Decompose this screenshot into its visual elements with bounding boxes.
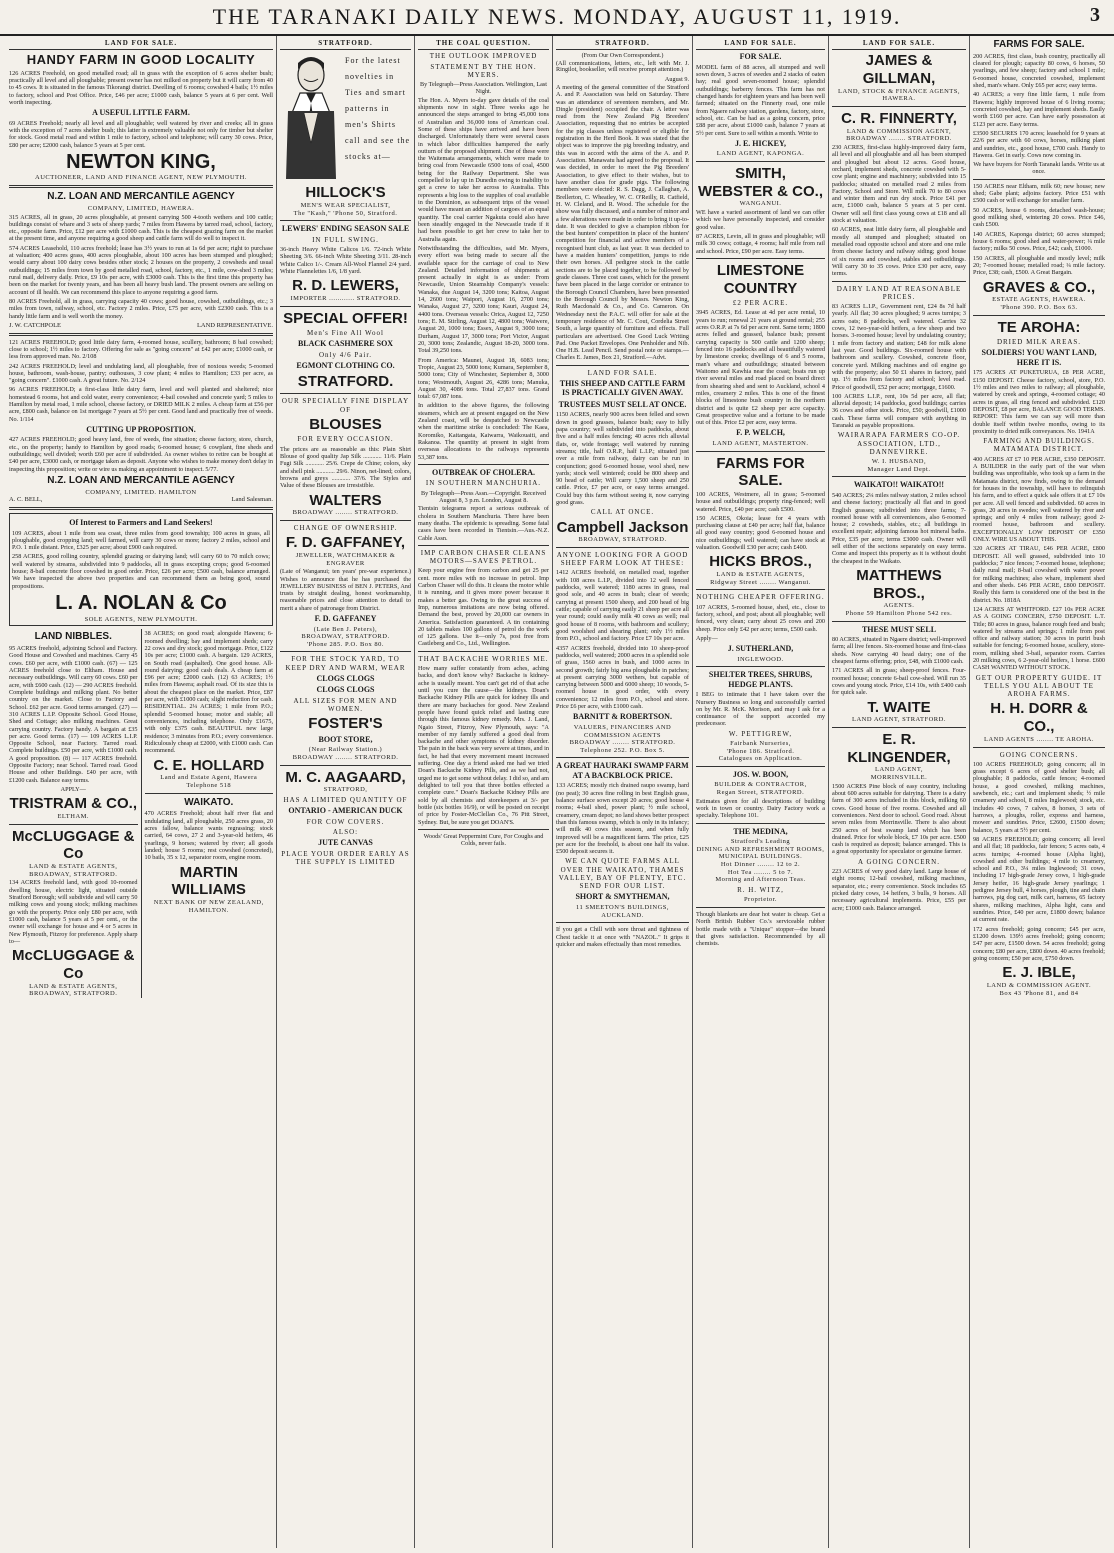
section-heading: LAND FOR SALE. [696,36,825,50]
advertiser-name: T. WAITE [867,698,931,716]
ad-title: Of Interest to Farmers and Land Seekers! [69,518,213,528]
ad-subtitle: £2 PER ACRE. [732,299,789,308]
advertiser-name: HILLOCK'S [305,184,386,202]
advertiser-sub: MEN'S WEAR SPECIALIST, [300,201,391,209]
advertiser-place: BROADWAY, STRATFORD. [29,870,118,878]
section-heading: LAND FOR SALE. [587,368,658,377]
ad-text: 150 ACRES near Eltham, milk 60; new house; new shed; Gabe plant; adjoins factory. Price £51 with £500 cash or will exchange for smaller farm. [973,182,1105,205]
advertiser-sub: LAND AGENT, KAPONGA. [716,150,805,158]
advertiser-name: R. H. WITZ, [737,886,784,895]
advertiser-sub: Proprietor. [743,896,778,904]
ad-text: 1150 ACRES, nearly 900 acres been felled and sown down in good grasses, balance bush; easy to hilly papa country; well subdivided into paddocks, about five and a half miles fencing; 40 acres rich alluvial flats, or, wide frontage; well watered by running streams; title, half O.R.P., half L.I.P.; situated just over a mile from railway, dairy can be run in conjunction; good 6-roomed house, wool shed, new yards; stock well wintered; could be 800 sheep and 90 head of cattle; Will carry 1,500 sheep and 250 cattle. Price, £7 per acre, or easy terms arranged. Could buy this farm without seeing it, now carrying good grass. [556,411,689,507]
ad-text: 427 ACRES FREEHOLD; good heavy land, free of weeds, fine situation; cheese factory, store, church, etc., on the property; handy to Hamilton by good roads; 6-roomed house; 6 cowplant, fine sheds and outbuildings; well divided; worth £60 per acre if subdivided. As owner wishes to retire can be bought at £40 per acre, £3000 cash, or mortgage taken as deposit. Anyone who wishes to make money don't delay in inspecting this proposition; write or wire us making an appointment to inspect. 5/77. [9,436,273,473]
ad-text: 258 ACRES, good rolling country, splendid grazing or dairying land; will carry 60 to 70 milch cows; well watered by streams, subdivided into 9 paddocks, all in grass excepting crops; good 6-roomed house; 8-bail concrete floor cowshed in good order. Price, £26 per acre; £500 cash, balance arranged. We have inspected the above two properties and can recommend them as being good, sound propositions. [12,553,270,590]
ad-footer: PLACE YOUR ORDER EARLY AS THE SUPPLY IS LIMITED [281,849,410,866]
advertiser-place: INGLEWOOD. [737,655,784,663]
advertiser-sub: LAND & ESTATE AGENTS, [716,571,805,579]
advertiser-name: M. C. AAGAARD, [285,768,406,786]
column-6 [829,36,969,1548]
ad-text: 320 ACRES AT TIRAU, £46 PER ACRE, £800 DEPOSIT. All well grassed, subdivided into 10 paddocks; 7 nice fences; 7-roomed house, telephone; daily rural mail; 8-bail cowshed with water power for milking machines; also whare, implement shed and other sheds. £46 PER ACRE, £800 DEPOSIT. Really this farm is considered one of the best in the district. No. 1818A [973,545,1105,604]
advertiser-sub: W. I. HUSBAND, [871,458,927,466]
ad-text: HAS A LIMITED QUANTITY OF [283,796,408,805]
ad-title: IMP CARBON CHASER CLEANS MOTORS—SAVES PETROL. [420,548,547,566]
ad-title: THIS SHEEP AND CATTLE FARM IS PRACTICALLY GIVEN AWAY. [559,379,686,398]
advertiser-name: MARTIN WILLIAMS [171,863,246,899]
article-headline: OUTBREAK OF CHOLERA. [431,467,536,477]
advertiser-sub: LAND & ESTATE AGENTS, [29,982,118,990]
ad-text: If you get a Chill with sore throat and tightness of Chest tackle it at once with "NAZOL." It grips it quicker and makes effectually than most remedies. [556,926,689,948]
gentleman-portrait-icon [280,53,342,181]
advertiser-name: Campbell Jackson [556,518,689,536]
advertiser-name: R. D. LEWERS, [292,277,399,295]
advertiser-role: Manager Land Dept. [867,465,931,473]
ad-subtitle: DRIED MILK AREAS. [996,338,1082,347]
column-2 [277,36,414,1548]
advertiser-name: JAMES & GILLMAN, [862,52,936,87]
advertiser-sub: LAND AGENT, MASTERTON. [712,439,809,447]
advertiser-sub: BOOT STORE, [318,735,373,745]
ad-text: 107 ACRES, 5-roomed house, shed, etc., close to factory, school, and post; about all ploughable; well fenced, very clean; carry about 25 cows and 200 sheep. Price only £42 per acre; terms, £500 cash. [696,603,825,633]
section-heading: LAND FOR SALE. [832,36,966,50]
ad-intro: OUR SPECIALLY FINE DISPLAY OF [281,397,410,414]
advertiser-name: E. J. IBLE, [1002,964,1076,982]
ad-text: 100 ACRES FREEHOLD; going concern; all in grass except 6 acres of good shelter bush; all ploughable; 8 paddocks, cattle fences; 4-roomed house, a good cowshed, milking machines, sawbench, etc.; cart and implement sheds; ½ mile creamery and school, 8 miles Inglewood; stock, etc. includes 40 cows, 7 calves, 8 horses, 3 sets of harrows, a ploughs, roller, express and harness, mower and sundries. Price, £2600, £1500 down; balance, 5 years at 5½ per cent. [973,760,1105,834]
ad-text: 172 acres freehold; going concern; £45 per acre, £1200 down. 139½ acres freehold; going concern; £47 per acre, £1500 down. 54 acres freehold; going concern; £80 per acre, £800 down. 40 acres freehold; going concern; £50 per acre, £750 down. [973,925,1105,962]
advertiser-phone: Telephone 252. P.O. Box 5. [580,746,665,754]
ad-text: 38 ACRES; on good road; alongside Hawera; 6-roomed dwelling; bay and implement sheds; carry 22 cows and dry stock; good mortgage. Price, £122 10s per acre; £1000 cash. A bargain. 129 ACRES, on South road (asphalted). One good house. All-round dairying; good cash deals. A cheap farm at £96 per acre; £2000 cash. (12) 63 ACRES; 1½ miles from Hawera; asphalt road. Of its size this is about the cheapest place on the market. Price, £87 per acre, with £1000 cash; slight reduction for cash. RESIDENTIAL. 2¼ ACRES; 1 mile from P.O.; splendid 5-roomed house; motor and stable; all conveniences, including telephone. Only £1675, with only £375 cash. BEAUTIFUL new large residence; 3 minutes from P.O.; every convenience. Ridiculously cheap at £2000, with £1000 cash. Can recommend. [144,630,273,755]
ad-hours: Morning and Afternoon Teas. [715,876,806,884]
ad-title: THAT BACKACHE WORRIES ME. [418,654,549,663]
advertiser-name: SMITH, WEBSTER & CO., [697,164,823,200]
advertiser-place: BROADWAY ........ STRATFORD. [292,509,399,517]
advertiser-name: J. E. HICKEY, [734,138,787,148]
advertiser-addr: 11 SMEETON'S BUILDINGS, AUCKLAND. [575,903,670,919]
ad-hours: Hot Dinner ........ 12 to 2. [720,861,801,869]
masthead [0,0,1114,36]
nz-loan-hamilton-ad [9,339,273,505]
ad-text: WE have a varied assortment of land we can offer which we have personally inspected, and consider good value. [696,208,825,231]
ad-item: CLOGS CLOGS [316,673,375,683]
section-heading: LAND FOR SALE. [9,36,273,50]
ad-title: NOTHING CHEAPER OFFERING. [696,593,825,602]
advertiser-name: C. R. FINNERTY, [841,109,957,127]
article-text: Notwithstanding the difficulties, said Mr. Myers, every effort was being made to secure all the available space for the carriage of coal to New Zealand. Detailed information of shipments at present actually in sight is as under: From Newcastle, Union Steamship Company's vessels: Wanaka, due August 14, 3200 tons; Kaitoa, August 14, 2600 tons; Waipori, August 16, 2700 tons; Wanaka, August 27, 3200 tons; Kauri, August 24, 4400 tons. Overseas vessels: Orica, August 12, 7250 tons; E. M. Stirling, August 12, 4800 tons; Waiwere, August 20, 1000 tons; Essex, August 9, 3000 tons; Durham, August 17, 3000 tons; Port Victor, August 20, 3000 tons; Zealandic, August 18-20, 3000 tons. Total 39,250 tons. [418,244,549,355]
advertiser-name: McCLUGGAGE & Co [11,947,135,982]
advertiser-name: E. R. KLINGENDER, [847,730,951,766]
ad-text: 133 ACRES; mostly rich drained raupo swamp, hard (no peat); 30 acres fine rolling in best English grass, balance surface sown except 20 acres; good house 4 rooms; 4-bail shed, power plant; ½ mile school, creamery, cream depot; no land shows better prospect than this famous swamp, which is only in its infancy; will milk 40 cows this season, and when fully improved will be a magnificent farm. The price, £25 per acre for the freehold, is about one half its value. £500 deposit secures it. [556,782,689,856]
ad-subtitle: COMPANY, LIMITED. HAMILTON [85,488,197,496]
advertiser-sub: ESTATE AGENTS, HAWERA. [992,296,1086,304]
ad-intro: WE CAN QUOTE FARMS ALL OVER THE WAIKATO, THAMES VALLEY, BAY OF PLENTY, ETC. SEND FOR OUR LIST. [558,857,687,891]
advertiser-place: STRATFORD. [297,372,394,390]
advertiser-sub: BUILDER & CONTRACTOR, [714,781,807,789]
advertiser-name: NEWTON KING, [66,150,216,173]
agent-name: A. C. BELL, [9,496,43,504]
ad-title: GOING CONCERNS. [999,750,1079,759]
ad-subtitle: A GOING CONCERN. [858,857,940,866]
article-dateline: By Telegraph—Press Association. Wellington, Last Night. [419,81,548,96]
ad-title: SPECIAL OFFER! [283,309,408,327]
article-text: From America: Maunei, August 18, 6083 tons; Tropic, August 23, 5000 tons; Kumara, September 8, 5000 tons; City of Winchester, September 8, 3000 tons; Westmouth, August 26, 4286 tons; Manuka, August 30, 4086 tons. Total 27,837 tons. Grand total: 67,087 tons. [418,356,549,401]
advertiser-sub: ELTHAM. [57,813,90,821]
ad-item: ONTARIO - AMERICAN DUCK [288,806,403,816]
advertiser-name: L. A. NOLAN & Co [55,592,227,615]
ad-text: 1412 ACRES freehold, on metalled road, together with 108 acres L.I.P., divided into 12 well fenced paddocks, well watered; 1180 acres in grass, real good sole, and 40 acres in bush; clear of weeds; carrying at present 1500 sheep, and 200 head of big cattle; capable of carrying easily 21 sheep per acre all year round; could easily milk 40 cows as well; real good house of 8 rooms, with bathroom and scullery; good woolshed and shearing plant; only 1½ miles from P.O., school and factory. Price £7 10s per acre. [556,569,689,643]
ad-title: WAIKATO. [184,796,234,808]
ad-text: 175 ACRES AT PUKETURUA, £8 PER ACRE, £150 DEPOSIT. Cheese factory, school, store, P.O. 1½ miles and two miles to railway; all ploughable, watered by creek and springs, 4-roomed cottage; 40 acres in grass, all ring fenced and subdivided. £120 DEPOSIT, £8 per acre, BALANCE GOOD TERMS. REPORT: This farm we can say will more than double itself within twelve months, owing to its proximity to dried milk conveyances. No. 1941A [973,369,1105,435]
column-3 [415,36,552,1548]
ad-subtitle: FARMING AND BUILDINGS. MATAMATA DISTRICT. [983,437,1095,454]
advertiser-sub: LAND & COMMISSION AGENT. [986,981,1092,989]
article-note: (All communications, letters, etc., left with Mr. J. Ringilot, bookseller, will receive prompt attention.) [556,59,689,74]
advertiser-phone: 'Phone 390. P.O. Box 63. [1000,303,1078,311]
advertiser-place: BROADWAY, STRATFORD. [578,536,667,544]
nz-loan-hawera-ad [9,191,273,329]
agent-role: LAND REPRESENTATIVE. [196,321,273,329]
advertiser-sub: LAND AGENT, [875,766,923,774]
ad-text: Estimates given for all descriptions of building work in town or country. Dairy Factory work a specialty. Telephone 101. [696,797,825,820]
ad-text: 80 ACRES, situated in Ngaere district; well-improved farm; all live fences. Six-roomed house and first-class sheds. Now carrying 40 head dairy; one of the cheapest farms offering; price, £48, with £1000 cash. [832,636,966,666]
ad-intro: FOR THE STOCK YARD, TO KEEP DRY AND WARM, WEAR [285,655,406,672]
ad-text: 83 ACRES L.I.P., Government rent, £24 8s 7d half yearly. All flat; 30 acres ploughed; 9 acres turnips; 3 acres oats; 8 paddocks, well watered. Carries 32 cows, 12 two-year-old heifers, a few sheep and two horses. 3-roomed house; level by undulating country; 1 mile from factory and station; £48 for milk alone last year. Good buildings. Six-roomed house with bathroom and scullery. Cowshed, concrete floor, concrete yard. Milking machines and oil engine go with the property; also 50 £1 shares in factory, paid up. 1½ miles from factory and school; level road. Price of goodwill, £52 per acre; mortgage, £1600. [832,303,966,391]
advertiser-sub: Stratford's Leading [730,838,791,846]
article-byline: (From Our Own Correspondent.) [581,52,664,60]
advertiser-place: BROADWAY ........ STRATFORD. [292,754,399,762]
advertiser-sub: NEXT BANK OF NEW ZEALAND, HAMILTON. [153,898,264,914]
advertiser-phone: 'Phone 285. P.O. Box 80. [306,640,385,648]
advertiser-sub: LAND AGENT, STRATFORD. [852,716,946,724]
ad-text: 69 ACRES Freehold; nearly all level and all ploughable; well watered by river and creeks; all in grass with the exception of 7 acres shelter bush; this latter is extremely valuable not only for timber but shelter for stock. Good metal road and within 1 mile to factory, school and telephone; will carry 30 cows. Price, £80 per acre; £2000 cash, balance 5 years at 5 per cent. [9,119,273,149]
advertiser-phone: Phone 59 Hamilton Phone 542 res. [845,610,953,618]
advertiser-phone: 'Phone 186. Stratford. [726,747,795,755]
ad-text: 121 ACRES FREEHOLD; good little dairy farm, 4-roomed house, scullery, bathroom; 8 bail cowshed; close to school; 1½ miles to factory. Offering for sale as "going concern" at £42 per acre; £1000 cash, or less from approved man. No. 2/108 [9,338,273,361]
ad-text: 100 ACRES, Westmere, all in grass; 5-roomed house and outbuildings; property ring-fenced; well watered. Price, £40 per acre; cash £500. [696,490,825,513]
ad-item: BLACK CASHMERE SOX [297,339,394,349]
agent-name: J. W. CATCHPOLE [9,321,62,329]
ad-text: 4357 ACRES freehold, divided into 10 sheep-proof paddocks, well watered; 2000 acres in a splendid sole of grass, 1560 acres in bush, and 1000 acres in second growth; fairly big area ploughable in patches; at present carrying 3000 wethers, but capable of carrying between 5000 and 6000 sheep; 10 woods, 5-roomed house in good order, with every convenience; 12 miles from P.O., school and store. Price £6 per acre, with £1000 cash. [556,644,689,711]
advertiser-name: EGMONT CLOTHING CO. [296,361,395,371]
ad-text: 230 ACRES, first-class highly-improved dairy farm, all level and all ploughable and all has been stumped and ploughed but about 12 acres. Good house, orchard, implement sheds, concrete cowshed with 5-cow plant; engine and machinery; subdivided into 15 paddocks; situated on metalled road 2 miles from Factory, School and Store. Will milk 70 to 80 cows and winter them and run dry stock. Price £41 per acre, £1000 cash, balance 5 years at 5 per cent. Owner will sell first class young cows at £18 and all stock at valuation. [832,143,966,225]
ad-title: FOR SALE. [739,52,782,62]
ad-subtitle: FOR COW COVERS. [306,817,385,826]
ad-title: LEWERS' ENDING SEASON SALE [281,224,410,234]
advertiser-sub: Land and Estate Agent, Hawera [160,774,258,782]
article-dateline: By Telegraph—Press Assn.—Copyright. Received August 8, 3 p.m. London, August 8. [420,489,547,504]
ad-title: N.Z. LOAN AND MERCANTILE AGENCY [47,191,235,203]
ad-text: 98 ACRES FREEHOLD; going concern; all level and all flat; 18 paddocks, fair fences; 5 acres oats, 4 acres turnips; 4-roomed house (Alpha light), cowshed and other buildings; 4 mile to creamery, school and P.O., 3¼ miles Inglewood; 31 cows, including 17 high-grade Jersey cows, 1 high-grade Jersey heifer, 16 high-grade Jersey yearlings; 1 pedigree Jersey bull, 4 horses, plough, tine and chain harrows, pig dog cart, milk cart, harness, 65 factory shares, milking machines, Alpha light, cans and sundries. Price, £40 per acre, £1800 down; balance at current rate. [973,835,1105,924]
ad-text: Keep your engine free from carbon and get 25 per cent. more miles with no increase in petrol. Imp Carbon Chaser will do this. It cleans the motor while it is running, and it gives more power because it makes a better gas. Owing to the great success of Imp, numerous imitations are now being offered. Demand the best, proved by 20,000 car owners in America. Satisfaction guaranteed. A tin containing 20 tablets makes 100 gallons of petrol do the work of 125 gallons. Use it—only 7s, post free from Castleberg and Co., Ltd., Wellington. [418,567,549,648]
ad-title: THESE MUST SELL [861,624,937,634]
advertiser-sub: LAND AGENTS ........ TE AROHA. [983,735,1095,743]
advertiser-name: F. D. GAFFANEY [314,614,377,624]
ad-subtitle: Men's Fine All Wool [307,329,384,338]
ad-subtitle: COMPANY, LIMITED, HAWERA. [87,204,195,212]
advertiser-sub: AGENTS. [883,602,915,610]
ad-title: TE AROHA: [997,318,1081,336]
advertiser-phone: Telephone 518 [186,781,232,789]
ad-text: 109 ACRES, about 1 mile from sea coast, three miles from good township; 100 acres in grass, all ploughable, good cropping land; well farmed, will carry 30 cows or more; factory 2 miles, school and P.O. 1 mile distant. Price, £325 per acre; about £900 cash required. [12,529,270,552]
advertiser-place: WANGANUI. [739,200,782,208]
article-text: The Hon. A. Myers to-day gave details of the coal shipments now in sight. Three weeks ago he announced the steps arranged to bring 45,000 tons of Australian and 36,000 tons of American coal. Some of these ships have arrived and have been discharged. Unfortunately there were several cases in which labor difficulties hampered the early outturn of the proposed shipment. One of these were the Waitemata arrangements, which were made to bring coal from Newcastle 6500 tons of coal, 4500 being for the Railway Department. She was compelled to lay up in Dunedin owing to inability to get a crew to take her across to Australia. This represents a big loss to the supplies of coal available in the Dominion, as subsequent trips of the vessel would have meant an addition of cargoes of an equal quantity. The coal carrier Ngakuta could also have been steadily engaged in the Newcastle trade if it had been possible to get her crew to take her to Australia again. [418,96,549,243]
hillock-ad [280,53,411,181]
ad-text: 470 ACRES Freehold; about half river flat and undulating land, all ploughable, 250 acres grass, 20 acres fallow, balance wants regrassing; stock carried, 64 cows, 27 2 and 3-year-old heifers, 46 yearlings, 9 horses; watered by river; all goods landed; house 5 rooms; rest cowshed (concreted), 10 bails, 35 x 12, separator room, engine room. [144,810,273,862]
advertiser-name: C. E. HOLLARD [153,756,265,774]
ad-title: N.Z. LOAN AND MERCANTILE AGENCY [47,475,235,486]
advertiser-sub: IMPORTER ............ STRATFORD. [290,294,401,302]
ad-text: I BEG to intimate that I have taken over the Nursery Business so long and successfully carried on by Mr. R. McK. Morison, and may I ask for a continuance of the support accorded my predecessor. [696,691,825,728]
ad-title: FARMS FOR SALE. [993,39,1085,50]
advertiser-name: GRAVES & CO., [982,278,1096,296]
advertiser-name: SHORT & SMYTHEMAN, [575,892,670,902]
ad-text: 100 ACRES L.I.P., rent, 10s 5d per acre, all flat; alluvial deposit; 14 paddocks, good buildings; carries 36 cows and other stock. Price, £50; goodwill, £1000 cash. These farms will compare with anything in Taranaki as payable propositions. [832,392,966,430]
ad-text: 87 ACRES, Levin, all in grass and ploughable; will milk 30 cows; cottage, 4 rooms; half mile from rail and school. Price, £90 per acre. Easy terms. [696,232,825,255]
advertiser-addr: BROADWAY, STRATFORD. [301,633,390,641]
ad-text: We have buyers for North Taranaki lands. Write us at once. [973,161,1105,176]
ad-text: 150 ACRES, Okoia; lease for 4 years with purchasing clause at £40 per acre; half flat, balance all good easy country; good 6-roomed house and nice outbuildings; well watered; can have stock at valuation. Goodwill £30 per acre; cash £400. [696,514,825,552]
ad-text: 96 ACRES FREEHOLD; a first-class little dairy farm, level and well planted and sheltered; nice homestead 6 rooms, hot and cold water, every convenience; 4-bail cowshed and concrete yard; 5 miles to Hamilton by metal road, 1 mile school, cheese factory, or DRIED MILK 2 miles. A cheap farm at £56 per acre, £800 cash, balance on 1st mortgage 7 years at 5½ per cent. Good land and practically free of weeds. No. 1/114 [9,386,273,423]
ad-footer: GET OUR PROPERTY GUIDE. IT TELLS YOU ALL ABOUT TE AROHA FARMS. [975,673,1103,699]
article-deck: STATEMENT BY THE HON. MYERS. [430,62,537,79]
advertiser-name: THE MEDINA, [733,826,788,836]
ad-subtitle: IN FULL SWING. [312,235,379,244]
column-4 [553,36,692,1548]
advertiser-sub: AUCTIONEER, LAND AND FINANCE AGENT, NEW PLYMOUTH. [35,174,247,182]
ad-text: 540 ACRES; 2¼ miles railway station, 2 miles school and cheese factory; practically all flat and in good English grasses; subdivided into three farms; 7-roomed house with all conveniences, also 6-roomed house; 2 cowsheds, stables, etc.; all buildings in excellent repair; adjoining famous hot mineral baths. Price, £35 per acre; terms £3000 cash. Owner will sell either of the sections separately on easy terms. Come and inspect this property as it is without doubt the cheapest in the Waikato. [832,491,966,565]
newspaper-title: THE TARANAKI DAILY NEWS. MONDAY, AUGUST 11, 1919. [212,4,902,29]
advertiser-sub: LAND, STOCK & FINANCE AGENTS, HAWERA. [838,87,960,103]
ad-text: How many suffer constantly from aches, aching backs, and don't know why? Backache is kidney-ache is usually meant. You can't get rid of that ache until you cure the cause—the kidneys. Doan's Backache Kidney Pills are quick for kidney ills and there are many backaches for good. New Zealand people have found quick relief and lasting cure through this famous kidney remedy. Mrs. J. Land, Ngaio Street, Fitzroy, New Plymouth, says: "A member of my family suffered a good deal from backache and other symptoms of kidney disorder. The pain in the back was very severe at times, and in fact, he had that every movement meant increased suffering. One day a friend asked me had we tried Doan's Backache Kidney Pills, and as we had not, urged me to get some without delay. I did so, and am delighted to tell you that three bottles effected a complete cure." Doan's Backache Kidney Pills are sold by all chemists and storekeepers at 3/- per bottle (six bottles 16/9), or will be posted on receipt of price by Foster-McClellan Co., 76 Pitt Street, Sydney. But, be sure you get DOAN'S. [418,665,549,826]
ad-title: SHELTER TREES, SHRUBS, HEDGE PLANTS. [708,670,813,689]
ad-text: 60 ACRES, neat little dairy farm, all ploughable and mostly all stumped and ploughed; situated on metalled road opposite school and store and one mile from cheese factory and railway siding; good house of six rooms and cowshed, stables and outbuildings. Will carry 30 to 35 cows. Price £30 per acre, easy terms. [832,226,966,278]
advertiser-sub: LAND & ESTATE AGENTS, [29,863,118,871]
article-deck: IN SOUTHERN MANCHURIA. [425,479,542,488]
ad-text: 95 ACRES freehold, adjoining School and Factory. Good House and Cowshed and machines. Carry 45 cows. £60 per acre, with £1000 cash. (67) — 125 ACRES freehold close to Eltham. House and necessary outbuildings. Will carry 60 cows. £60 per acre, with £600 cash. (12) — 290 ACRES freehold. Complete buildings and milking plant. No better country on the market. Close to Factory and School. £62 per acre. Good terms arranged. (27) — 310 ACRES L.I.P. Opposite School. Good House, Shed and Cottage; also milking machines. Great carrying country. Factory handy. A bargain at £35 per acre. Good terms. (17) — 109 ACRES L.I.P. Opposite School, near Factory. Tarred road. Complete buildings. £50 per acre, with £1000 cash. A good proposition. (8) — 117 ACRES freehold. Opposite Factory; near School. Tarred road. Good House and other Buildings. £40 per acre, with £1200 cash. Balance easy terms. [9,645,138,784]
advertiser-addr: Regan Street, STRATFORD. [716,789,805,797]
advertiser-name: WALTERS [309,491,382,509]
advertiser-name: HICKS BROS., [709,553,812,571]
ad-text: (Late of Wanganui; ten years' pre-war experience.) Wishes to announce that he has purchased the JEWELLERY BUSINESS of BEN J. PETERS, And trusts by straight dealing, honest workmanship, reasonable prices and close attention to detail to merit a share of patronage from District. [280,568,411,612]
ad-text: 40 ACRES; a very fine little farm, 1 mile from Hawera; highly improved house of 6 living rooms; concreted cowshed, hay and implement sheds. Easily worth £160 per acre. Can have early possession at £123 per acre. Easy terms. [973,91,1105,128]
advertiser-addr: Ridgway Street ........ Wanganui. [710,578,811,586]
ad-text: 574 ACRES Leasehold, 110 acres freehold; lease has 3½ years to run at 1s 6d per acre; right to purchase at valuation; 400 acres grass, 400 acres ploughable, about 100 acres has been stumped and ploughed; would carry about 100 dairy cows besides other stock; 2 houses on the property, 2 cowsheds and usual outbuildings; 15 miles from town by good metalled road, school, factory, etc., 1 mile, cow-shed 3 miles; rural mail, delivery daily. Price, £9 10s per acre, with £3000 cash. This is the first time this property has been on the market for twenty years, and has been all heavy bush land. The present owners are selling on account of ill health. We can recommend this place to anyone requiring a good farm. [9,244,273,296]
ad-item: CLOGS CLOGS [316,685,375,695]
ad-text: 315 ACRES, all in grass, 20 acres ploughable, at present carrying 500 4-tooth wethers and 100 cattle; buildings consist of whare and 3 sets of sheep yards; 7 miles from Hawera by tarred road, school, factory, etc., opposite farm. Price, £12 per acre with £1000 cash. This is the cheapest grazing farm on the market at the present time, and anyone requiring a good sheep and cattle farm will do well to inspect it. [9,213,273,243]
article-text: In addition to the above figures, the following steamers, which are at present engaged on the New Zealand coast, will be despatched to Newcastle when the maritime strike is concluded: The Kaea, Koromiko, Kaitangata, Kaiwarra, Waikouaiti, and Rakanoa. The quantity at present in sight from overseas allocations to the railways represents 53,387 tons. [418,402,549,461]
article-date: August 9. [664,75,689,83]
ad-subtitle: ALL SIZES FOR MEN AND WOMEN. [293,696,398,714]
advertiser-place: MORRINSVILLE. [870,774,928,781]
ad-text: £3500 SECURES 170 acres; leasehold for 9 years at 22/6 per acre with 60 cows, horses, milking plant and sundries, etc., good house, £700 cash. Handy to Hawera. Get in early. Cows now coming in. [973,129,1105,159]
ad-title: WAIKATO!! WAIKATO!! [853,480,945,490]
advertiser-name: BARNITT & ROBERTSON. [573,712,672,722]
ad-title: LIMESTONE COUNTRY [716,261,805,297]
handy-farm-ad [9,52,273,182]
advertiser-name: TRISTRAM & CO., [9,795,137,813]
column-5 [693,36,828,1548]
advertiser-name: FOSTER'S [308,715,383,733]
advertiser-place: BROADWAY, STRATFORD. [29,990,118,998]
ad-intro: SOLDIERS! YOU WANT LAND, HERE IT IS. [981,348,1097,367]
ad-text: 134 ACRES freehold land, with good 10-roomed dwelling house, electric light, situated outside Stratford Borough; will subdivide and will carry 50 milking cows and young stock; milking machines go with the property. Price only £80 per acre, with £1000 cash, balance 5 years at 5 per cent., or the owner will exchange for house and 4 or 5 acres in New Plymouth, Fitzroy for preference. Apply sharp to— [9,879,138,945]
advertiser-sub: Fairbank Nurseries, [730,740,791,747]
apply-label: APPLY— [60,786,86,794]
advertiser-loc: (Near Railway Station.) [308,746,383,754]
ad-intro: ANYONE LOOKING FOR A GOOD SHEEP FARM LOOK AT THESE: [556,550,689,568]
ad-text: 200 ACRES, first class, bush country, practically all cleared for plough; capacity 80 cows, 6 horses, 50 yearlings, and few sheep; factory and school 1 mile; 6-roomed house, concreted cowshed, implement shed, man's whare. Only £65 per acre; easy terms. [973,52,1105,90]
ad-text: The prices are as reasonable as this: Plain Shirt Blouse of good quality Jap Silk ............ 11/6. Plain Fugi Silk ............ 25/6. Crepe de Chine; colors, sky and shell pink ............ 29/6. Ninon, net-lined; colors, browns and greys ............ 37/6. The Styles and Value of these Blouses are irresistible. [280,445,411,490]
advertiser-note: Catalogues on Application. [718,755,803,763]
ad-intro: CALL AT ONCE. [590,508,655,517]
article-text: Tientsin telegrams report a serious outbreak of cholera in Southern Manchuria. There have been many deaths. The epidemic is spreading. Some fatal cases have been recorded in Tientsin.—Aus.-N.Z. Cable Assn. [418,505,549,542]
ad-intro: ALSO: [332,828,359,837]
ad-text: 50 ACRES, house 6 rooms, detached wash-house; good milking shed, wintering 20 cows. Price £46, cash £500. [973,206,1105,229]
advertiser-place: BROADWAY ........ STRATFORD. [569,739,676,747]
advertiser-addr: The "Kash," 'Phone 50, Stratford. [293,209,398,217]
ad-text: DINING AND REFRESHMENT ROOMS, MUNICIPAL BUILDINGS. [696,845,825,861]
agent-role: Land Salesman. [231,496,273,504]
ad-text: 400 ACRES AT £7 10 PER ACRE, £350 DEPOSIT. A BUILDER in the early part of the war when building was unprofitable, who took up a farm in the Matamata district, now finds, owing to the demand for houses in the township, will have to relinquish his farm, and to effect a quick sale offers it at £7 10s per acre. All well fenced and subdivided. 60 acres in grass, 20 acres in swedes; well watered by river and springs; and only 4 miles from railway; good 2-roomed house, bathroom and scullery. EXCEPTIONALLY LOW DEPOSIT OF £350 ONLY. WIRE US ABOUT THIS. [973,455,1105,544]
ad-subtitle: A USEFUL LITTLE FARM. [92,108,190,118]
advertiser-name: F. P. WELCH, [736,428,785,438]
advertiser-name: McCLUGGAGE & Co [11,827,135,863]
article-deck: THE OUTLOOK IMPROVED [429,52,538,61]
column-7 [970,36,1108,1548]
advertiser-name: W. PETTIGREW, [728,729,793,738]
ad-text: 223 ACRES of very good dairy land. Large house of eight rooms; 12-bail cowshed, milking machines, separator, etc.; every convenience. Stock includes 65 picked dairy cows, 14 heifers, 3 bulls, 9 horses. All necessary agricultural implements. Price, £55 per acre; £1000 cash. Balance arranged. [832,868,966,912]
advertiser-phone: Box 43 'Phone 81, and 84 [999,989,1079,997]
ad-subtitle: CUTTING UP PROPOSITION. [86,425,196,434]
advertiser-name: F. D. GAFFANEY, [285,534,406,552]
ad-text: 1500 ACRES Pine block of easy country, including about 600 acres suitable for dairying. There is a dairy farm of 300 acres included in this block, milking 60 cows. Good house of five rooms. Cowshed and all conveniences. Next door to school. Good road. About seven miles from Morrinsville. There is also about 250 acres of best swamp land which has been drained. Price for whole block, £7 10s per acre. £500 cash is required as deposit; balance arranged. This is a great opportunity for speculator or genuine farmer. [832,782,966,856]
ad-subtitle: TRUSTEES MUST SELL AT ONCE. [558,399,687,409]
advertiser-name: MATTHEWS BROS., [856,567,942,602]
ad-title: BLOUSES [309,415,382,433]
ad-text: 126 ACRES Freehold, on good metalled road; all in grass with the exception of 6 acres shelter bush; practically all level and all ploughable; present owner has not milked on property but it will carry from 40 to 45 cows. It is situated in the famous Tikorangi district. Dwelling of 6 rooms; cowshed 4 bails; 1½ miles to factory, school and Post Office. Price, £46 per acre; £1000 cash, balance 5 years at 6 per cent. Well worth inspecting. [9,69,273,106]
ad-hours: Hot Tea ........ 5 to 7. [727,868,794,876]
ad-text: 140 ACRES, Kaponga district; 60 acres stumped; house 6 rooms; good shed and water-power; ¼ mile factory; milks 50 cows. Price, £42; cash, £1000. [973,230,1105,253]
advertiser-name: JOS. W. BOON, [732,769,789,779]
advertiser-sub: JEWELLER, WATCHMAKER & ENGRAVER [295,551,396,567]
advertiser-sub: VALUERS, FINANCIERS AND COMMISSION AGENTS [573,723,672,739]
ad-title: FARMS FOR SALE. [716,454,805,490]
ad-text: 3945 ACRES, Ed. Lease at 4d per acre rental, 10 years to run; renewal 21 years at ground rental; 255 acres O.R.P. at 7s 6d per acre rent. Same term; 1800 acres felled and grassed, balance bush; present carrying capacity is 500 cattle and 1200 sheep; fenced into 16 paddocks and all beautifully watered by limestone creeks; dwellings of 6 and 5 rooms, man's whare and outbuildings; situated between Waitomo and Kawhia near the coast; boats run up river several miles and road placed on board direct from shearing shed and sent to Auckland, school 4 miles, creamery 2 miles. This is one of the finest blocks of limestone bush country in the northern district and is quite £2 sheep per acre capacity. Great prospective value and a fortune to be made out of this. Price £2 per acre, easy terms. [696,309,825,427]
advertiser-name: H. H. DORR & CO., [990,700,1088,736]
ad-text: 171 ACRES all in grass; sheep-proof fences. Four-roomed house; concrete 6-bail cow-shed. Will run 35 cows and young stock. Price, £14 10s, with £400 cash for quick sale. [832,667,966,697]
ad-title: DAIRY LAND AT REASONABLE PRICES. [836,284,962,301]
ad-subtitle: FOR EVERY OCCASION. [297,435,394,444]
advertiser-place: STRATFORD, [323,786,368,794]
ad-text: 150 ACRES, all ploughable and mostly level; milk 20; 7-roomed house; metalled road; ¼ mile factory. Price, £38; cash, £500. A Great Bargain. [973,254,1105,277]
ad-text: 80 ACRES Freehold, all in grass, carrying capacity 40 cows; good house, cowshed, outbuildings, etc.; 3 miles from town, railway, school, etc. Factory 2 miles. Price, £75 per acre, with £2300 cash. This is a handy little farm and is well worth the money. [9,297,273,320]
apply-label: Apply— [696,634,718,642]
ad-text: Woods' Great Peppermint Cure, For Coughs and Colds, never fails. [423,832,544,848]
ad-title: A GREAT HAURAKI SWAMP FARM AT A BACKBLOCK PRICE. [556,761,689,780]
advertiser-place: BROADWAY ........ STRATFORD. [846,135,952,143]
column-1 [6,36,276,1548]
page-number: 3 [1090,4,1100,26]
ad-text: For the latest novelties in Ties and smart patterns in men's Shirts call and see the stocks at— [345,56,411,162]
ad-price: Only 4/6 Pair. [318,350,373,359]
ad-text: 242 ACRES FREEHOLD; level and undulating land, all ploughable, free of noxious weeds; 5-roomed house, bathroom, wash-house, pantry; outhouses, 3 cow plant; 4 miles to Hamilton; £33 per acre, as "going concern". £1000 cash. A great future. No. 2/124 [9,362,273,385]
ad-title: LAND NIBBLES. [34,631,112,643]
advertiser-sub: (Late Ben J. Peters), [313,625,378,633]
ad-text: Though blankets are dear hot water is cheap. Get a North British Rubber Co.'s serviceable rubber bottle made with a "Unique" stopper—the brand that gives satisfaction. Recommended by all chemists. [696,910,825,948]
ad-text: MODEL farm of 88 acres, all stumped and well sown down, 3 acres of swedes and 2 stacks of oaten hay; real good seven-roomed house; splendid outbuildings; barberry fences. This farm has not changed hands for eighteen years and has been well farmed; situated on the Finnerty road, one mile from Ngaere railway station, gardens, factory, store, school, etc. Can be had as a going concern, price £88 per acre, about £1000 cash, balance 7 years at 5½ per cent. Sure to sell within a month. Write to [696,63,825,137]
advertiser-sub: SOLE AGENTS, NEW PLYMOUTH. [84,615,198,623]
section-heading: STRATFORD. [280,36,411,50]
ad-title: HANDY FARM IN GOOD LOCALITY [26,52,256,68]
ad-text: 124 ACRES AT WHITFORD. £27 10s PER ACRE AS A GOING CONCERN, £750 DEPOSIT. L.T. Title; 80 acres in grass, balance rough feed and bush; watered by streams and springs; 1 mile from post office and railway station; 30 acres in puriri bush suitable for fencing; 6-roomed house, scullery, store-room, milking shed 3-bail, separator room. Carries 20 milking cows, 6 2-year-old heifers, 1 horse. £600 CASH WANTED WITHOUT STOCK. [973,605,1105,672]
ad-intro: CHANGE OF OWNERSHIP. [293,523,398,532]
article-text: A meeting of the general committee of the Stratford A. and P. Association was held on Saturday. There was an attendance of seventeen members, and Mr. Dingle (president) occupied the chair. A letter was read from the New Zealand Pig Breeders' Association, requesting that no entries be accepted for the pig classes unless registered or eligible for registration in the Herd Book. It was stated that the object was to improve the pig breeding industry, and this was in accord with the aims of the A. and P. Association. Manawatu had agreed to the proposal. It was decided, in order to meet the Pig Breeders' Association, to give effect to their wishes, but to have another class for grade pigs. The following members were elected: R. S. Dagg, J. Callaghan, A. Brellerton, C. Wheatley, W. C. O'Reilly, R. Catfield, H. W. Cleland, and R. Wood. The schedule for the show was fully discussed, and a number of minor and a few alterations were made in order to bring it up-to-date. It was decided to give a champion ribbon for the best hunters' competition in place of the hunters' competition for financial and active members of a recognised hunt club, as last year. It was decided to have a maiden hunters' competition, jumps to ride their own horses. All pedigree stock in the cattle sections are to be placed together, to be followed by grade classes. Three cost cases, which for the present have been placed in the large corridor or entrance to the Borough Council Chambers, have been presented to the Borough Council by Messrs. Newton King, Ruth Macdonald & Co., and Co. Cameron. On Wednesday next the P.A.C. will offer for sale at the temporary residence of Mr. C. Cout, Cordelia Street South, a large quantity of furniture and effects. Full particulars are advertised. One Good Luck Writing Pad. One Packet Envelopes. One Penholder and Nib. One H.B. Lead Pencil. Send postal note or stamps.—Charles E. James, Box 21, Stratford.—Advt. [556,83,690,362]
newspaper-page [6,36,1108,1548]
advertiser-name: WAIRARAPA FARMERS CO-OP. ASSOCIATION, LTD., DANNEVIRKE. [837,431,961,456]
advertiser-name: J. SUTHERLAND, [727,644,794,654]
nolan-ad [9,513,273,626]
ad-text: 36-inch Heavy White Calicos 1/6. 72-inch White Sheeting 3/6. 66-inch White Sheeting 3/11. 28-inch White Calico 1/-. Cream All-Wool Flannel 2/4 yard. White Flannelettes 1/6, 1/8 yard. [280,245,411,275]
ad-item: JUTE CANVAS [318,838,373,848]
section-heading: THE COAL QUESTION. [418,36,549,50]
section-heading: STRATFORD. [556,36,689,50]
advertiser-sub: LAND & COMMISSION AGENT, [846,127,952,135]
